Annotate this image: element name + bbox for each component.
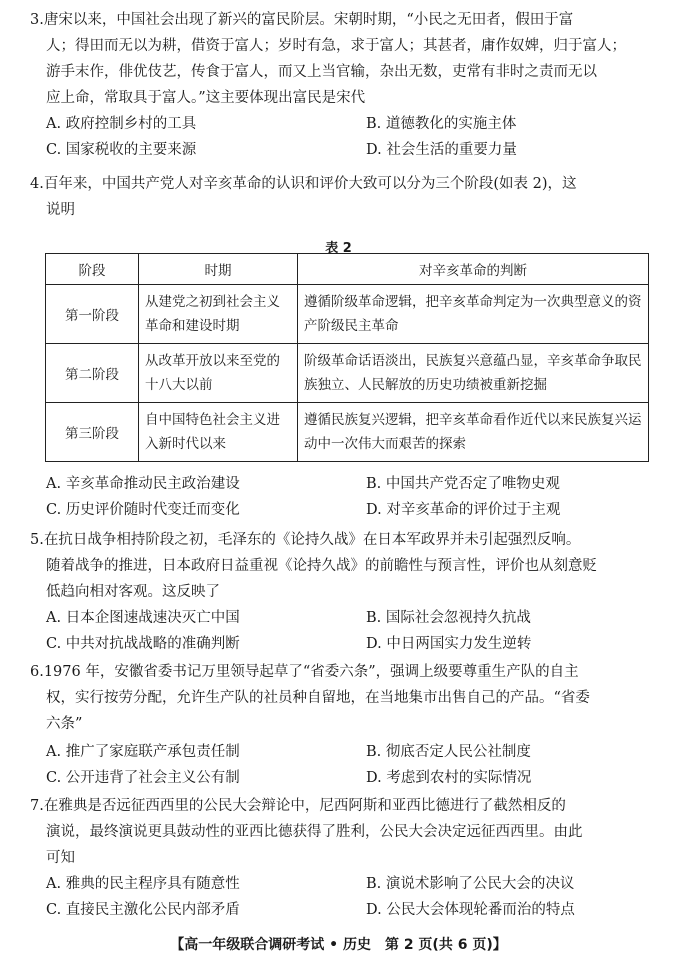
question-3 xyxy=(30,7,660,111)
question-text-line: 六条” xyxy=(46,716,83,732)
option-b: B. 国际社会忽视持久抗战 xyxy=(366,610,531,626)
question-text-line: 应上命，常取具于富人。”这主要体现出富民是宋代 xyxy=(46,90,366,106)
table-header-cell: 对辛亥革命的判断 xyxy=(298,254,649,285)
table-header-cell: 时期 xyxy=(139,254,298,285)
question-text-line: 低趋向相对客观。这反映了 xyxy=(46,584,220,600)
option-c: C. 中共对抗战战略的准确判断 xyxy=(46,636,240,652)
question-6 xyxy=(30,659,660,737)
table-row xyxy=(46,285,649,344)
question-text-line: 权，实行按劳分配，允许生产队的社员种自留地，在当地集市出售自己的产品。“省委 xyxy=(46,690,590,706)
question-4-options xyxy=(46,471,646,523)
question-5-options xyxy=(46,605,646,657)
option-b: B. 道德教化的实施主体 xyxy=(366,116,517,132)
question-text-line: 人；得田而无以为耕，借资于富人；岁时有急，求于富人；其甚者，庸作奴婢，归于富人； xyxy=(46,38,626,54)
table-header-cell: 阶段 xyxy=(46,254,139,285)
question-text-line: 3.唐宋以来，中国社会出现了新兴的富民阶层。宋朝时期，“小民之无田者，假田于富 xyxy=(30,12,574,28)
option-c: C. 国家税收的主要来源 xyxy=(46,142,197,158)
option-d: D. 公民大会体现轮番而治的特点 xyxy=(366,902,575,918)
option-a: A. 政府控制乡村的工具 xyxy=(46,116,197,132)
option-c: C. 历史评价随时代变迁而变化 xyxy=(46,502,240,518)
table-title: 表 2 xyxy=(325,241,352,256)
stage-cell: 第三阶段 xyxy=(46,403,139,462)
period-cell: 从改革开放以来至党的十八大以前 xyxy=(139,344,298,403)
question-text-line: 游手末作，俳优伎艺，传食于富人，而又上当官输，杂出无数，吏常有非时之责而无以 xyxy=(46,64,597,80)
question-text-line: 说明 xyxy=(46,202,75,218)
question-text-line: 5.在抗日战争相持阶段之初，毛泽东的《论持久战》在日本军政界并未引起强烈反响。 xyxy=(30,532,581,548)
option-c: C. 公开违背了社会主义公有制 xyxy=(46,770,240,786)
option-b: B. 中国共产党否定了唯物史观 xyxy=(366,476,560,492)
question-text-line: 4.百年来，中国共产党人对辛亥革命的认识和评价大致可以分为三个阶段(如表 2)，这 xyxy=(30,176,577,192)
question-text-line: 7.在雅典是否远征西西里的公民大会辩论中，尼西阿斯和亚西比德进行了截然相反的 xyxy=(30,798,566,814)
stage-cell: 第一阶段 xyxy=(46,285,139,344)
question-text-line: 随着战争的推进，日本政府日益重视《论持久战》的前瞻性与预言性，评价也从刻意贬 xyxy=(46,558,597,574)
period-cell: 自中国特色社会主义进入新时代以来 xyxy=(139,403,298,462)
question-5 xyxy=(30,527,660,605)
option-d: D. 社会生活的重要力量 xyxy=(366,142,517,158)
judgment-cell: 阶级革命话语淡出，民族复兴意蕴凸显，辛亥革命争取民族独立、人民解放的历史功绩被重新挖掘 xyxy=(298,344,649,403)
period-cell: 从建党之初到社会主义革命和建设时期 xyxy=(139,285,298,344)
option-d: D. 对辛亥革命的评价过于主观 xyxy=(366,502,561,518)
page-footer: 【高一年级联合调研考试 • 历史 第 2 页(共 6 页)】 xyxy=(170,937,507,953)
question-text-line: 6.1976 年，安徽省委书记万里领导起草了“省委六条”，强调上级要尊重生产队的自主 xyxy=(30,664,579,680)
question-7 xyxy=(30,793,660,871)
stage-cell: 第二阶段 xyxy=(46,344,139,403)
question-3-options xyxy=(46,111,646,163)
question-text-line: 演说，最终演说更具鼓动性的亚西比德获得了胜利，公民大会决定远征西西里。由此 xyxy=(46,824,583,840)
option-a: A. 辛亥革命推动民主政治建设 xyxy=(46,476,240,492)
option-d: D. 中日两国实力发生逆转 xyxy=(366,636,532,652)
option-a: A. 推广了家庭联产承包责任制 xyxy=(46,744,240,760)
option-b: B. 彻底否定人民公社制度 xyxy=(366,744,531,760)
judgment-cell: 遵循民族复兴逻辑，把辛亥革命看作近代以来民族复兴运动中一次伟大而艰苦的探索 xyxy=(298,403,649,462)
question-4 xyxy=(30,171,660,223)
option-d: D. 考虑到农村的实际情况 xyxy=(366,770,532,786)
stage-table xyxy=(45,253,649,462)
question-6-options xyxy=(46,739,646,791)
table-row xyxy=(46,403,649,462)
option-a: A. 日本企图速战速决灭亡中国 xyxy=(46,610,240,626)
option-c: C. 直接民主激化公民内部矛盾 xyxy=(46,902,240,918)
option-a: A. 雅典的民主程序具有随意性 xyxy=(46,876,240,892)
question-text-line: 可知 xyxy=(46,850,75,866)
table-row xyxy=(46,344,649,403)
table-header-row xyxy=(46,254,649,285)
judgment-cell: 遵循阶级革命逻辑，把辛亥革命判定为一次典型意义的资产阶级民主革命 xyxy=(298,285,649,344)
question-7-options xyxy=(46,871,646,923)
option-b: B. 演说术影响了公民大会的决议 xyxy=(366,876,575,892)
